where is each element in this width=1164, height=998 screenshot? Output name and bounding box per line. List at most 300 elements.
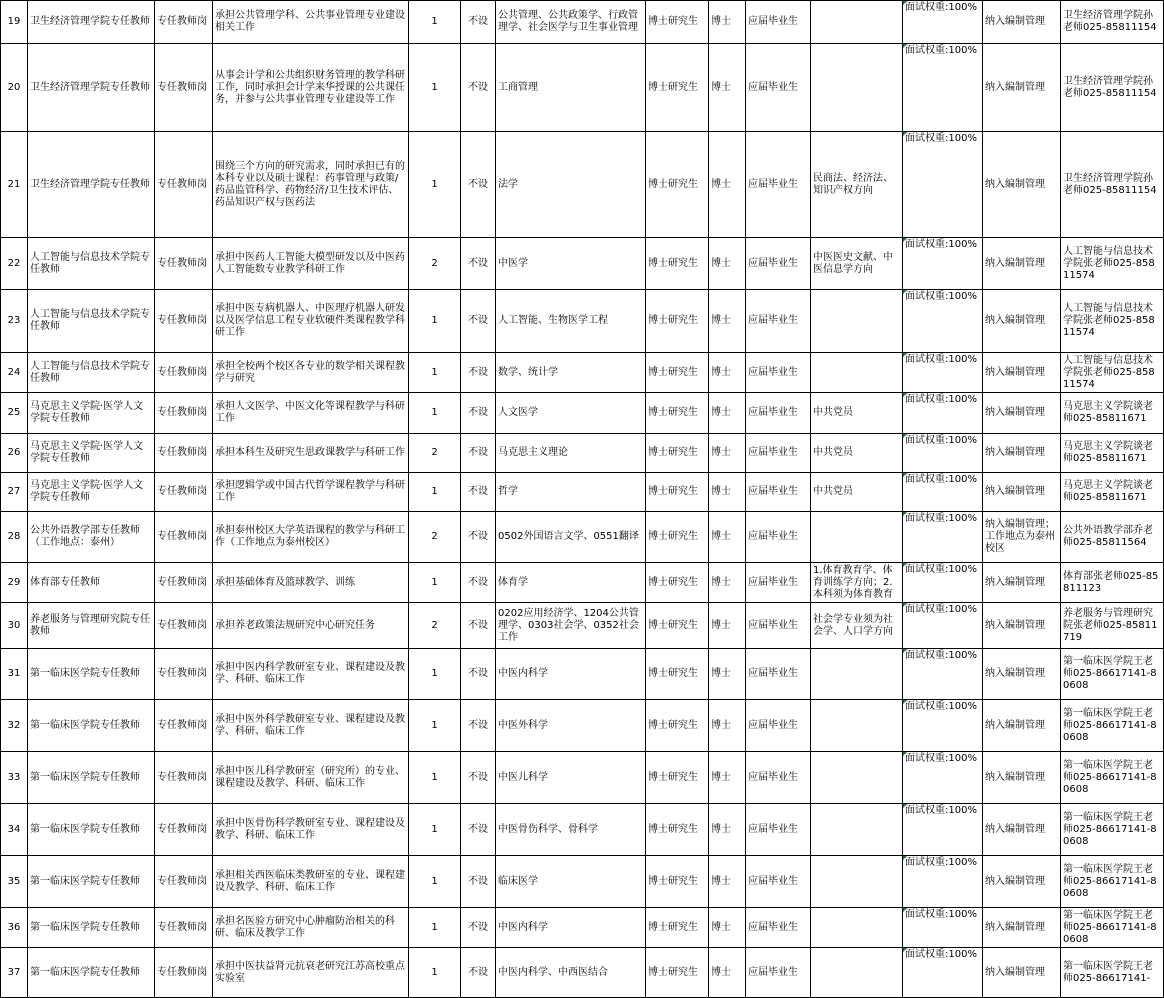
post-cell — [155, 603, 213, 649]
staffing-cell-text: 纳入编制管理 — [985, 966, 1045, 978]
other-req-cell — [811, 804, 903, 856]
education-cell — [646, 44, 709, 132]
ratio-cell-text: 不设 — [468, 16, 488, 27]
ratio-cell-text: 不设 — [468, 407, 488, 418]
staffing-cell — [983, 290, 1061, 353]
other-req-cell — [811, 393, 903, 434]
education-cell-text: 博士研究生 — [648, 921, 698, 933]
degree-cell — [709, 649, 746, 700]
row-number-text: 36 — [7, 921, 21, 933]
other-req-cell-text: 中医医史文献、中医信息学方向 — [813, 251, 893, 275]
ratio-cell — [461, 649, 496, 700]
source-cell — [746, 804, 811, 856]
count-cell-text: 1 — [431, 407, 438, 418]
other-req-cell — [811, 44, 903, 132]
degree-cell — [709, 603, 746, 649]
count-cell — [409, 353, 461, 393]
post-cell-text: 专任教师岗 — [157, 719, 207, 731]
degree-cell — [709, 804, 746, 856]
post-cell-text: 专任教师岗 — [157, 966, 207, 978]
post-cell — [155, 290, 213, 353]
post-cell — [155, 856, 213, 908]
count-cell — [409, 238, 461, 290]
count-cell-text: 1 — [431, 576, 438, 588]
degree-cell — [709, 752, 746, 804]
source-cell — [746, 603, 811, 649]
education-cell — [646, 290, 709, 353]
source-cell-text: 应届毕业生 — [748, 531, 798, 542]
unit-cell — [28, 700, 155, 752]
row-number-text: 28 — [7, 531, 21, 542]
count-cell-text: 2 — [431, 531, 438, 542]
exam-cell — [903, 434, 983, 473]
unit-cell-text: 马克思主义学院·医学人文学院专任教师 — [30, 441, 144, 464]
contact-cell — [1061, 1, 1164, 44]
duty-cell — [213, 752, 409, 804]
ratio-cell — [461, 290, 496, 353]
duty-cell-text: 承担全校两个校区各专业的数学相关课程教学与研究 — [215, 360, 405, 384]
ratio-cell — [461, 1, 496, 44]
count-cell — [409, 132, 461, 238]
post-cell-text: 专任教师岗 — [157, 407, 207, 418]
education-cell — [646, 132, 709, 238]
degree-cell — [709, 393, 746, 434]
other-req-cell — [811, 700, 903, 752]
post-cell-text: 专任教师岗 — [157, 178, 207, 190]
staffing-cell-text: 纳入编制管理 — [985, 486, 1045, 497]
exam-cell-text: 面试权重:100% — [905, 805, 977, 816]
contact-cell — [1061, 44, 1164, 132]
count-cell-text: 1 — [431, 875, 438, 887]
ratio-cell-text: 不设 — [468, 178, 488, 190]
contact-cell — [1061, 512, 1164, 563]
table-row — [1, 512, 1164, 563]
row-number-text: 23 — [7, 315, 21, 326]
unit-cell-text: 人工智能与信息技术学院专任教师 — [30, 309, 150, 332]
count-cell — [409, 1, 461, 44]
degree-cell — [709, 1, 746, 44]
staffing-cell — [983, 512, 1061, 563]
education-cell-text: 博士研究生 — [648, 178, 698, 190]
table-row — [1, 290, 1164, 353]
major-cell-text: 马克思主义理论 — [498, 447, 568, 458]
duty-cell — [213, 290, 409, 353]
source-cell — [746, 238, 811, 290]
duty-cell-text: 从事会计学和公共组织财务管理的教学科研工作，同时承担会计学来华授课的公共课任务，并参与公共事业管理专业建设等工作 — [215, 69, 405, 105]
count-cell — [409, 908, 461, 948]
ratio-cell-text: 不设 — [468, 257, 488, 269]
education-cell-text: 博士研究生 — [648, 668, 698, 679]
row-number-text: 19 — [7, 16, 21, 27]
major-cell — [496, 353, 646, 393]
unit-cell — [28, 908, 155, 948]
degree-cell — [709, 700, 746, 752]
exam-cell — [903, 353, 983, 393]
count-cell — [409, 804, 461, 856]
duty-cell-text: 承担名医验方研究中心肿瘤防治相关的科研、临床及教学工作 — [215, 915, 395, 939]
post-cell-text: 专任教师岗 — [157, 619, 207, 631]
ratio-cell — [461, 603, 496, 649]
staffing-cell — [983, 948, 1061, 998]
duty-cell — [213, 700, 409, 752]
unit-cell-text: 马克思主义学院·医学人文学院专任教师 — [30, 401, 144, 424]
contact-cell-text: 养老服务与管理研究院张老师025-85811719 — [1063, 607, 1158, 643]
source-cell — [746, 434, 811, 473]
staffing-cell — [983, 1, 1061, 44]
duty-cell — [213, 512, 409, 563]
duty-cell — [213, 434, 409, 473]
duty-cell — [213, 804, 409, 856]
duty-cell — [213, 473, 409, 512]
table-row — [1, 434, 1164, 473]
table-row — [1, 563, 1164, 603]
row-number — [1, 649, 28, 700]
contact-cell-text: 第一临床医学院王老师025-86617141- — [1063, 960, 1153, 984]
source-cell-text: 应届毕业生 — [748, 966, 798, 978]
row-number — [1, 1, 28, 44]
exam-cell-text: 面试权重:100% — [905, 753, 977, 764]
unit-cell-text: 人工智能与信息技术学院专任教师 — [30, 360, 150, 384]
education-cell-text: 博士研究生 — [648, 315, 698, 326]
source-cell-text: 应届毕业生 — [748, 771, 798, 783]
degree-cell — [709, 238, 746, 290]
row-number — [1, 752, 28, 804]
job-table-body — [1, 1, 1164, 998]
ratio-cell-text: 不设 — [468, 668, 488, 679]
duty-cell-text: 承担中医内科学教研室专业、课程建设及教学、科研、临床工作 — [215, 662, 405, 685]
count-cell-text: 1 — [431, 668, 438, 679]
major-cell-text: 数学、统计学 — [498, 366, 558, 378]
exam-cell-text: 面试权重:100% — [905, 394, 977, 405]
ratio-cell — [461, 563, 496, 603]
staffing-cell — [983, 353, 1061, 393]
ratio-cell — [461, 752, 496, 804]
degree-cell — [709, 563, 746, 603]
staffing-cell-text: 纳入编制管理 — [985, 447, 1045, 458]
post-cell-text: 专任教师岗 — [157, 823, 207, 835]
education-cell — [646, 563, 709, 603]
ratio-cell-text: 不设 — [468, 921, 488, 933]
education-cell — [646, 700, 709, 752]
row-number — [1, 132, 28, 238]
source-cell — [746, 908, 811, 948]
count-cell-text: 1 — [431, 823, 438, 835]
table-row — [1, 649, 1164, 700]
unit-cell-text: 第一临床医学院专任教师 — [30, 966, 140, 978]
contact-cell — [1061, 700, 1164, 752]
post-cell — [155, 238, 213, 290]
source-cell — [746, 752, 811, 804]
degree-cell-text: 博士 — [711, 719, 731, 731]
ratio-cell — [461, 908, 496, 948]
source-cell — [746, 473, 811, 512]
staffing-cell-text: 纳入编制管理 — [985, 823, 1045, 835]
source-cell-text: 应届毕业生 — [748, 823, 798, 835]
unit-cell — [28, 434, 155, 473]
post-cell-text: 专任教师岗 — [157, 576, 207, 588]
education-cell-text: 博士研究生 — [648, 875, 698, 887]
staffing-cell-text: 纳入编制管理 — [985, 771, 1045, 783]
staffing-cell-text: 纳入编制管理 — [985, 178, 1045, 190]
post-cell — [155, 393, 213, 434]
education-cell-text: 博士研究生 — [648, 366, 698, 378]
education-cell — [646, 752, 709, 804]
unit-cell-text: 第一临床医学院专任教师 — [30, 875, 140, 887]
count-cell-text: 2 — [431, 257, 438, 269]
source-cell — [746, 649, 811, 700]
ratio-cell — [461, 948, 496, 998]
exam-cell — [903, 512, 983, 563]
staffing-cell — [983, 434, 1061, 473]
row-number-text: 21 — [7, 178, 21, 190]
duty-cell — [213, 353, 409, 393]
exam-cell — [903, 290, 983, 353]
major-cell-text: 中医内科学 — [498, 668, 548, 679]
duty-cell-text: 承担逻辑学或中国古代哲学课程教学与科研工作 — [215, 480, 405, 503]
source-cell-text: 应届毕业生 — [748, 16, 798, 27]
degree-cell-text: 博士 — [711, 407, 731, 418]
count-cell — [409, 44, 461, 132]
row-number — [1, 603, 28, 649]
post-cell — [155, 752, 213, 804]
staffing-cell — [983, 132, 1061, 238]
duty-cell — [213, 563, 409, 603]
unit-cell-text: 第一临床医学院专任教师 — [30, 668, 140, 679]
contact-cell-text: 卫生经济管理学院孙老师025-85811154 — [1063, 172, 1157, 196]
ratio-cell-text: 不设 — [468, 823, 488, 835]
contact-cell — [1061, 603, 1164, 649]
ratio-cell-text: 不设 — [468, 486, 488, 497]
contact-cell-text: 公共外语教学部乔老师025-85811564 — [1063, 525, 1153, 548]
exam-cell — [903, 649, 983, 700]
count-cell — [409, 752, 461, 804]
degree-cell — [709, 434, 746, 473]
other-req-cell — [811, 563, 903, 603]
contact-cell-text: 第一临床医学院王老师025-86617141-80608 — [1063, 656, 1157, 691]
major-cell-text: 工商管理 — [498, 81, 538, 93]
row-number-text: 37 — [7, 966, 21, 978]
staffing-cell — [983, 804, 1061, 856]
major-cell-text: 中医内科学 — [498, 921, 548, 933]
contact-cell-text: 第一临床医学院王老师025-86617141-80608 — [1063, 909, 1157, 945]
degree-cell — [709, 473, 746, 512]
row-number — [1, 290, 28, 353]
major-cell — [496, 752, 646, 804]
education-cell — [646, 603, 709, 649]
count-cell — [409, 473, 461, 512]
duty-cell — [213, 603, 409, 649]
post-cell — [155, 434, 213, 473]
exam-cell — [903, 132, 983, 238]
ratio-cell-text: 不设 — [468, 447, 488, 458]
unit-cell-text: 马克思主义学院·医学人文学院专任教师 — [30, 480, 144, 503]
education-cell-text: 博士研究生 — [648, 771, 698, 783]
education-cell-text: 博士研究生 — [648, 966, 698, 978]
count-cell-text: 1 — [431, 315, 438, 326]
staffing-cell — [983, 473, 1061, 512]
contact-cell-text: 人工智能与信息技术学院张老师025-85811574 — [1063, 303, 1155, 338]
staffing-cell-text: 纳入编制管理 — [985, 315, 1045, 326]
unit-cell — [28, 290, 155, 353]
ratio-cell-text: 不设 — [468, 771, 488, 783]
row-number — [1, 473, 28, 512]
other-req-cell-text: 中共党员 — [813, 447, 853, 458]
other-req-cell — [811, 603, 903, 649]
ratio-cell-text: 不设 — [468, 576, 488, 588]
degree-cell-text: 博士 — [711, 178, 731, 190]
other-req-cell-text: 中共党员 — [813, 486, 853, 497]
count-cell-text: 1 — [431, 966, 438, 978]
count-cell — [409, 603, 461, 649]
staffing-cell — [983, 393, 1061, 434]
degree-cell-text: 博士 — [711, 315, 731, 326]
table-row — [1, 1, 1164, 44]
major-cell-text: 临床医学 — [498, 875, 538, 887]
staffing-cell — [983, 238, 1061, 290]
degree-cell — [709, 44, 746, 132]
exam-cell-text: 面试权重:100% — [905, 949, 977, 960]
degree-cell — [709, 948, 746, 998]
other-req-cell — [811, 473, 903, 512]
education-cell — [646, 948, 709, 998]
staffing-cell — [983, 563, 1061, 603]
contact-cell — [1061, 649, 1164, 700]
staffing-cell — [983, 856, 1061, 908]
exam-cell-text: 面试权重:100% — [905, 291, 977, 302]
post-cell — [155, 353, 213, 393]
row-number — [1, 512, 28, 563]
degree-cell-text: 博士 — [711, 576, 731, 588]
degree-cell-text: 博士 — [711, 366, 731, 378]
degree-cell-text: 博士 — [711, 875, 731, 887]
other-req-cell — [811, 434, 903, 473]
source-cell-text: 应届毕业生 — [748, 668, 798, 679]
major-cell — [496, 512, 646, 563]
degree-cell-text: 博士 — [711, 257, 731, 269]
staffing-cell-text: 纳入编制管理 — [985, 407, 1045, 418]
staffing-cell — [983, 44, 1061, 132]
contact-cell — [1061, 473, 1164, 512]
table-row — [1, 393, 1164, 434]
unit-cell — [28, 1, 155, 44]
row-number — [1, 44, 28, 132]
post-cell-text: 专任教师岗 — [157, 315, 207, 326]
exam-cell-text: 面试权重:100% — [905, 604, 977, 615]
education-cell-text: 博士研究生 — [648, 81, 698, 93]
degree-cell-text: 博士 — [711, 447, 731, 458]
unit-cell-text: 体育部专任教师 — [30, 576, 100, 588]
row-number — [1, 393, 28, 434]
count-cell-text: 2 — [431, 619, 438, 631]
count-cell — [409, 856, 461, 908]
exam-cell — [903, 908, 983, 948]
ratio-cell-text: 不设 — [468, 619, 488, 631]
staffing-cell-text: 纳入编制管理 — [985, 16, 1045, 27]
unit-cell — [28, 132, 155, 238]
unit-cell — [28, 856, 155, 908]
other-req-cell — [811, 908, 903, 948]
exam-cell-text: 面试权重:100% — [905, 45, 977, 56]
row-number — [1, 563, 28, 603]
post-cell-text: 专任教师岗 — [157, 875, 207, 887]
major-cell-text: 中医外科学 — [498, 719, 548, 731]
unit-cell-text: 卫生经济管理学院专任教师 — [30, 16, 150, 27]
major-cell — [496, 649, 646, 700]
duty-cell-text: 承担中医外科学教研室专业、课程建设及教学、科研、临床工作 — [215, 713, 405, 737]
staffing-cell-text: 纳入编制管理 — [985, 257, 1045, 269]
major-cell — [496, 1, 646, 44]
table-row — [1, 700, 1164, 752]
row-number-text: 27 — [7, 486, 21, 497]
unit-cell — [28, 649, 155, 700]
other-req-cell — [811, 353, 903, 393]
count-cell-text: 1 — [431, 178, 438, 190]
row-number — [1, 700, 28, 752]
contact-cell — [1061, 752, 1164, 804]
source-cell-text: 应届毕业生 — [748, 315, 798, 326]
degree-cell-text: 博士 — [711, 771, 731, 783]
post-cell — [155, 649, 213, 700]
table-row — [1, 804, 1164, 856]
unit-cell — [28, 353, 155, 393]
major-cell — [496, 290, 646, 353]
education-cell — [646, 856, 709, 908]
staffing-cell-text: 纳入编制管理 — [985, 366, 1045, 378]
count-cell — [409, 512, 461, 563]
post-cell-text: 专任教师岗 — [157, 771, 207, 783]
major-cell — [496, 238, 646, 290]
ratio-cell — [461, 804, 496, 856]
contact-cell-text: 人工智能与信息技术学院张老师025-85811574 — [1063, 354, 1155, 390]
education-cell — [646, 434, 709, 473]
source-cell-text: 应届毕业生 — [748, 81, 798, 93]
education-cell — [646, 393, 709, 434]
post-cell — [155, 512, 213, 563]
ratio-cell — [461, 132, 496, 238]
major-cell — [496, 434, 646, 473]
duty-cell — [213, 1, 409, 44]
major-cell — [496, 393, 646, 434]
post-cell-text: 专任教师岗 — [157, 921, 207, 933]
duty-cell-text: 围绕三个方向的研究需求，同时承担已有的本科专业以及硕士课程：药事管理与政策/药品监管科学、药物经济/卫生技术评估、药品知识产权与医药法 — [215, 160, 405, 208]
source-cell — [746, 948, 811, 998]
post-cell — [155, 700, 213, 752]
count-cell — [409, 700, 461, 752]
ratio-cell — [461, 473, 496, 512]
major-cell — [496, 44, 646, 132]
staffing-cell — [983, 908, 1061, 948]
exam-cell-text: 面试权重:100% — [905, 650, 977, 661]
other-req-cell-text: 中共党员 — [813, 407, 853, 418]
exam-cell — [903, 804, 983, 856]
post-cell-text: 专任教师岗 — [157, 668, 207, 679]
degree-cell — [709, 132, 746, 238]
education-cell-text: 博士研究生 — [648, 823, 698, 835]
row-number — [1, 353, 28, 393]
major-cell-text: 中医内科学、中西医结合 — [498, 966, 608, 978]
degree-cell-text: 博士 — [711, 668, 731, 679]
source-cell-text: 应届毕业生 — [748, 407, 798, 418]
exam-cell-text: 面试权重:100% — [905, 564, 977, 575]
major-cell-text: 0502外国语言文学、0551翻译 — [498, 531, 639, 542]
duty-cell — [213, 856, 409, 908]
contact-cell-text: 第一临床医学院王老师025-86617141-80608 — [1063, 759, 1157, 795]
source-cell — [746, 700, 811, 752]
post-cell — [155, 948, 213, 998]
contact-cell — [1061, 132, 1164, 238]
contact-cell-text: 人工智能与信息技术学院张老师025-85811574 — [1063, 245, 1155, 281]
ratio-cell-text: 不设 — [468, 966, 488, 978]
